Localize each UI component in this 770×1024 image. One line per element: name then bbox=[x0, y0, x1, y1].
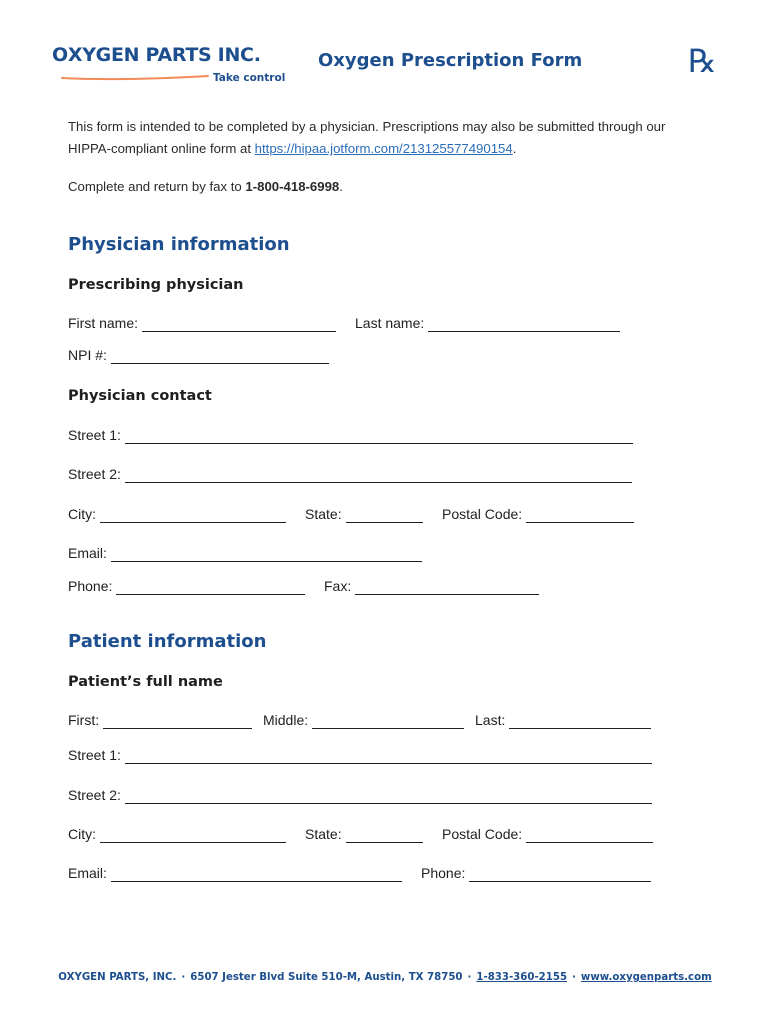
physician-city-field[interactable] bbox=[68, 503, 286, 523]
fill-line[interactable] bbox=[509, 714, 651, 729]
physician-info-heading: Physician information bbox=[68, 234, 290, 255]
field-label: Phone: bbox=[421, 865, 466, 881]
fill-line[interactable] bbox=[526, 828, 653, 843]
fax-number: 1-800-418-6998 bbox=[245, 179, 340, 194]
fill-line[interactable] bbox=[142, 317, 336, 332]
fill-line[interactable] bbox=[125, 429, 633, 444]
field-label: NPI #: bbox=[68, 347, 107, 363]
field-label: Fax: bbox=[324, 578, 352, 594]
physician-contact-heading: Physician contact bbox=[68, 388, 212, 404]
patient-phone-field[interactable] bbox=[421, 862, 651, 882]
patient-email-field[interactable] bbox=[68, 862, 402, 882]
footer-company: OXYGEN PARTS, INC. bbox=[58, 972, 177, 983]
patient-full-name-heading: Patient’s full name bbox=[68, 674, 223, 690]
footer-phone-link[interactable]: 1-833-360-2155 bbox=[476, 972, 568, 983]
footer-address: 6507 Jester Blvd Suite 510-M, Austin, TX 78750 bbox=[190, 972, 463, 983]
field-label: Postal Code: bbox=[442, 826, 523, 842]
fill-line[interactable] bbox=[111, 547, 422, 562]
fill-line[interactable] bbox=[100, 508, 286, 523]
field-label: Street 2: bbox=[68, 787, 121, 803]
field-label: State: bbox=[305, 826, 342, 842]
fill-line[interactable] bbox=[125, 749, 652, 764]
field-label: City: bbox=[68, 506, 96, 522]
patient-street2-field[interactable] bbox=[68, 784, 652, 804]
field-label: Email: bbox=[68, 865, 107, 881]
physician-first-name-field[interactable] bbox=[68, 312, 336, 332]
patient-state-field[interactable] bbox=[305, 823, 423, 843]
field-label: Phone: bbox=[68, 578, 113, 594]
fill-line[interactable] bbox=[346, 828, 423, 843]
footer-website-link[interactable]: www.oxygenparts.com bbox=[580, 972, 712, 983]
logo-swoosh-icon bbox=[60, 72, 210, 82]
fax-text: Complete and return by fax to bbox=[68, 179, 246, 194]
fill-line[interactable] bbox=[526, 508, 634, 523]
fill-line[interactable] bbox=[469, 867, 651, 882]
company-logo bbox=[52, 44, 261, 66]
physician-phone-field[interactable] bbox=[68, 575, 305, 595]
fill-line[interactable] bbox=[125, 468, 632, 483]
logo-wordmark: XYGEN PARTS INC. bbox=[67, 44, 261, 66]
fax-instructions bbox=[68, 176, 708, 198]
field-label: Last name: bbox=[355, 315, 425, 331]
fill-line[interactable] bbox=[346, 508, 423, 523]
patient-postal-code-field[interactable] bbox=[442, 823, 653, 843]
fax-period: . bbox=[339, 179, 343, 194]
fill-line[interactable] bbox=[103, 714, 252, 729]
physician-state-field[interactable] bbox=[305, 503, 423, 523]
footer-separator: · bbox=[572, 972, 576, 983]
intro-period: . bbox=[512, 141, 517, 156]
physician-postal-code-field[interactable] bbox=[442, 503, 634, 523]
jotform-link[interactable]: https://hipaa.jotform.com/213125577490154 bbox=[254, 141, 513, 156]
field-label: Street 1: bbox=[68, 427, 121, 443]
field-label: Street 2: bbox=[68, 466, 121, 482]
field-label: State: bbox=[305, 506, 342, 522]
intro-paragraph bbox=[68, 116, 708, 160]
footer-separator: · bbox=[181, 972, 186, 983]
patient-last-name-field[interactable] bbox=[475, 709, 651, 729]
prescribing-physician-heading: Prescribing physician bbox=[68, 277, 244, 293]
physician-street1-field[interactable] bbox=[68, 424, 633, 444]
patient-info-heading: Patient information bbox=[68, 631, 267, 652]
rx-icon: ℞ bbox=[688, 42, 717, 80]
physician-npi-field[interactable] bbox=[68, 344, 329, 364]
field-label: Street 1: bbox=[68, 747, 121, 763]
fill-line[interactable] bbox=[428, 317, 620, 332]
fill-line[interactable] bbox=[355, 580, 539, 595]
field-label: Email: bbox=[68, 545, 107, 561]
footer-separator: · bbox=[467, 972, 472, 983]
fill-line[interactable] bbox=[125, 789, 652, 804]
physician-street2-field[interactable] bbox=[68, 463, 632, 483]
fill-line[interactable] bbox=[111, 349, 329, 364]
form-title: Oxygen Prescription Form bbox=[318, 50, 583, 71]
logo-tagline: Take control bbox=[213, 72, 286, 84]
fill-line[interactable] bbox=[111, 867, 402, 882]
intro-text: This form is intended to be completed by a physician. Prescriptions may also be submitted through our HIPPA-compliant online form at bbox=[68, 119, 666, 156]
patient-first-name-field[interactable] bbox=[68, 709, 252, 729]
field-label: Middle: bbox=[263, 712, 309, 728]
field-label: First: bbox=[68, 712, 100, 728]
fill-line[interactable] bbox=[312, 714, 464, 729]
page-footer bbox=[0, 972, 770, 983]
fill-line[interactable] bbox=[116, 580, 305, 595]
patient-city-field[interactable] bbox=[68, 823, 286, 843]
physician-email-field[interactable] bbox=[68, 542, 422, 562]
field-label: Postal Code: bbox=[442, 506, 523, 522]
patient-middle-name-field[interactable] bbox=[263, 709, 464, 729]
logo-o-mark: O bbox=[52, 44, 68, 66]
patient-street1-field[interactable] bbox=[68, 744, 652, 764]
field-label: Last: bbox=[475, 712, 506, 728]
physician-fax-field[interactable] bbox=[324, 575, 539, 595]
physician-last-name-field[interactable] bbox=[355, 312, 620, 332]
fill-line[interactable] bbox=[100, 828, 286, 843]
field-label: City: bbox=[68, 826, 96, 842]
field-label: First name: bbox=[68, 315, 139, 331]
